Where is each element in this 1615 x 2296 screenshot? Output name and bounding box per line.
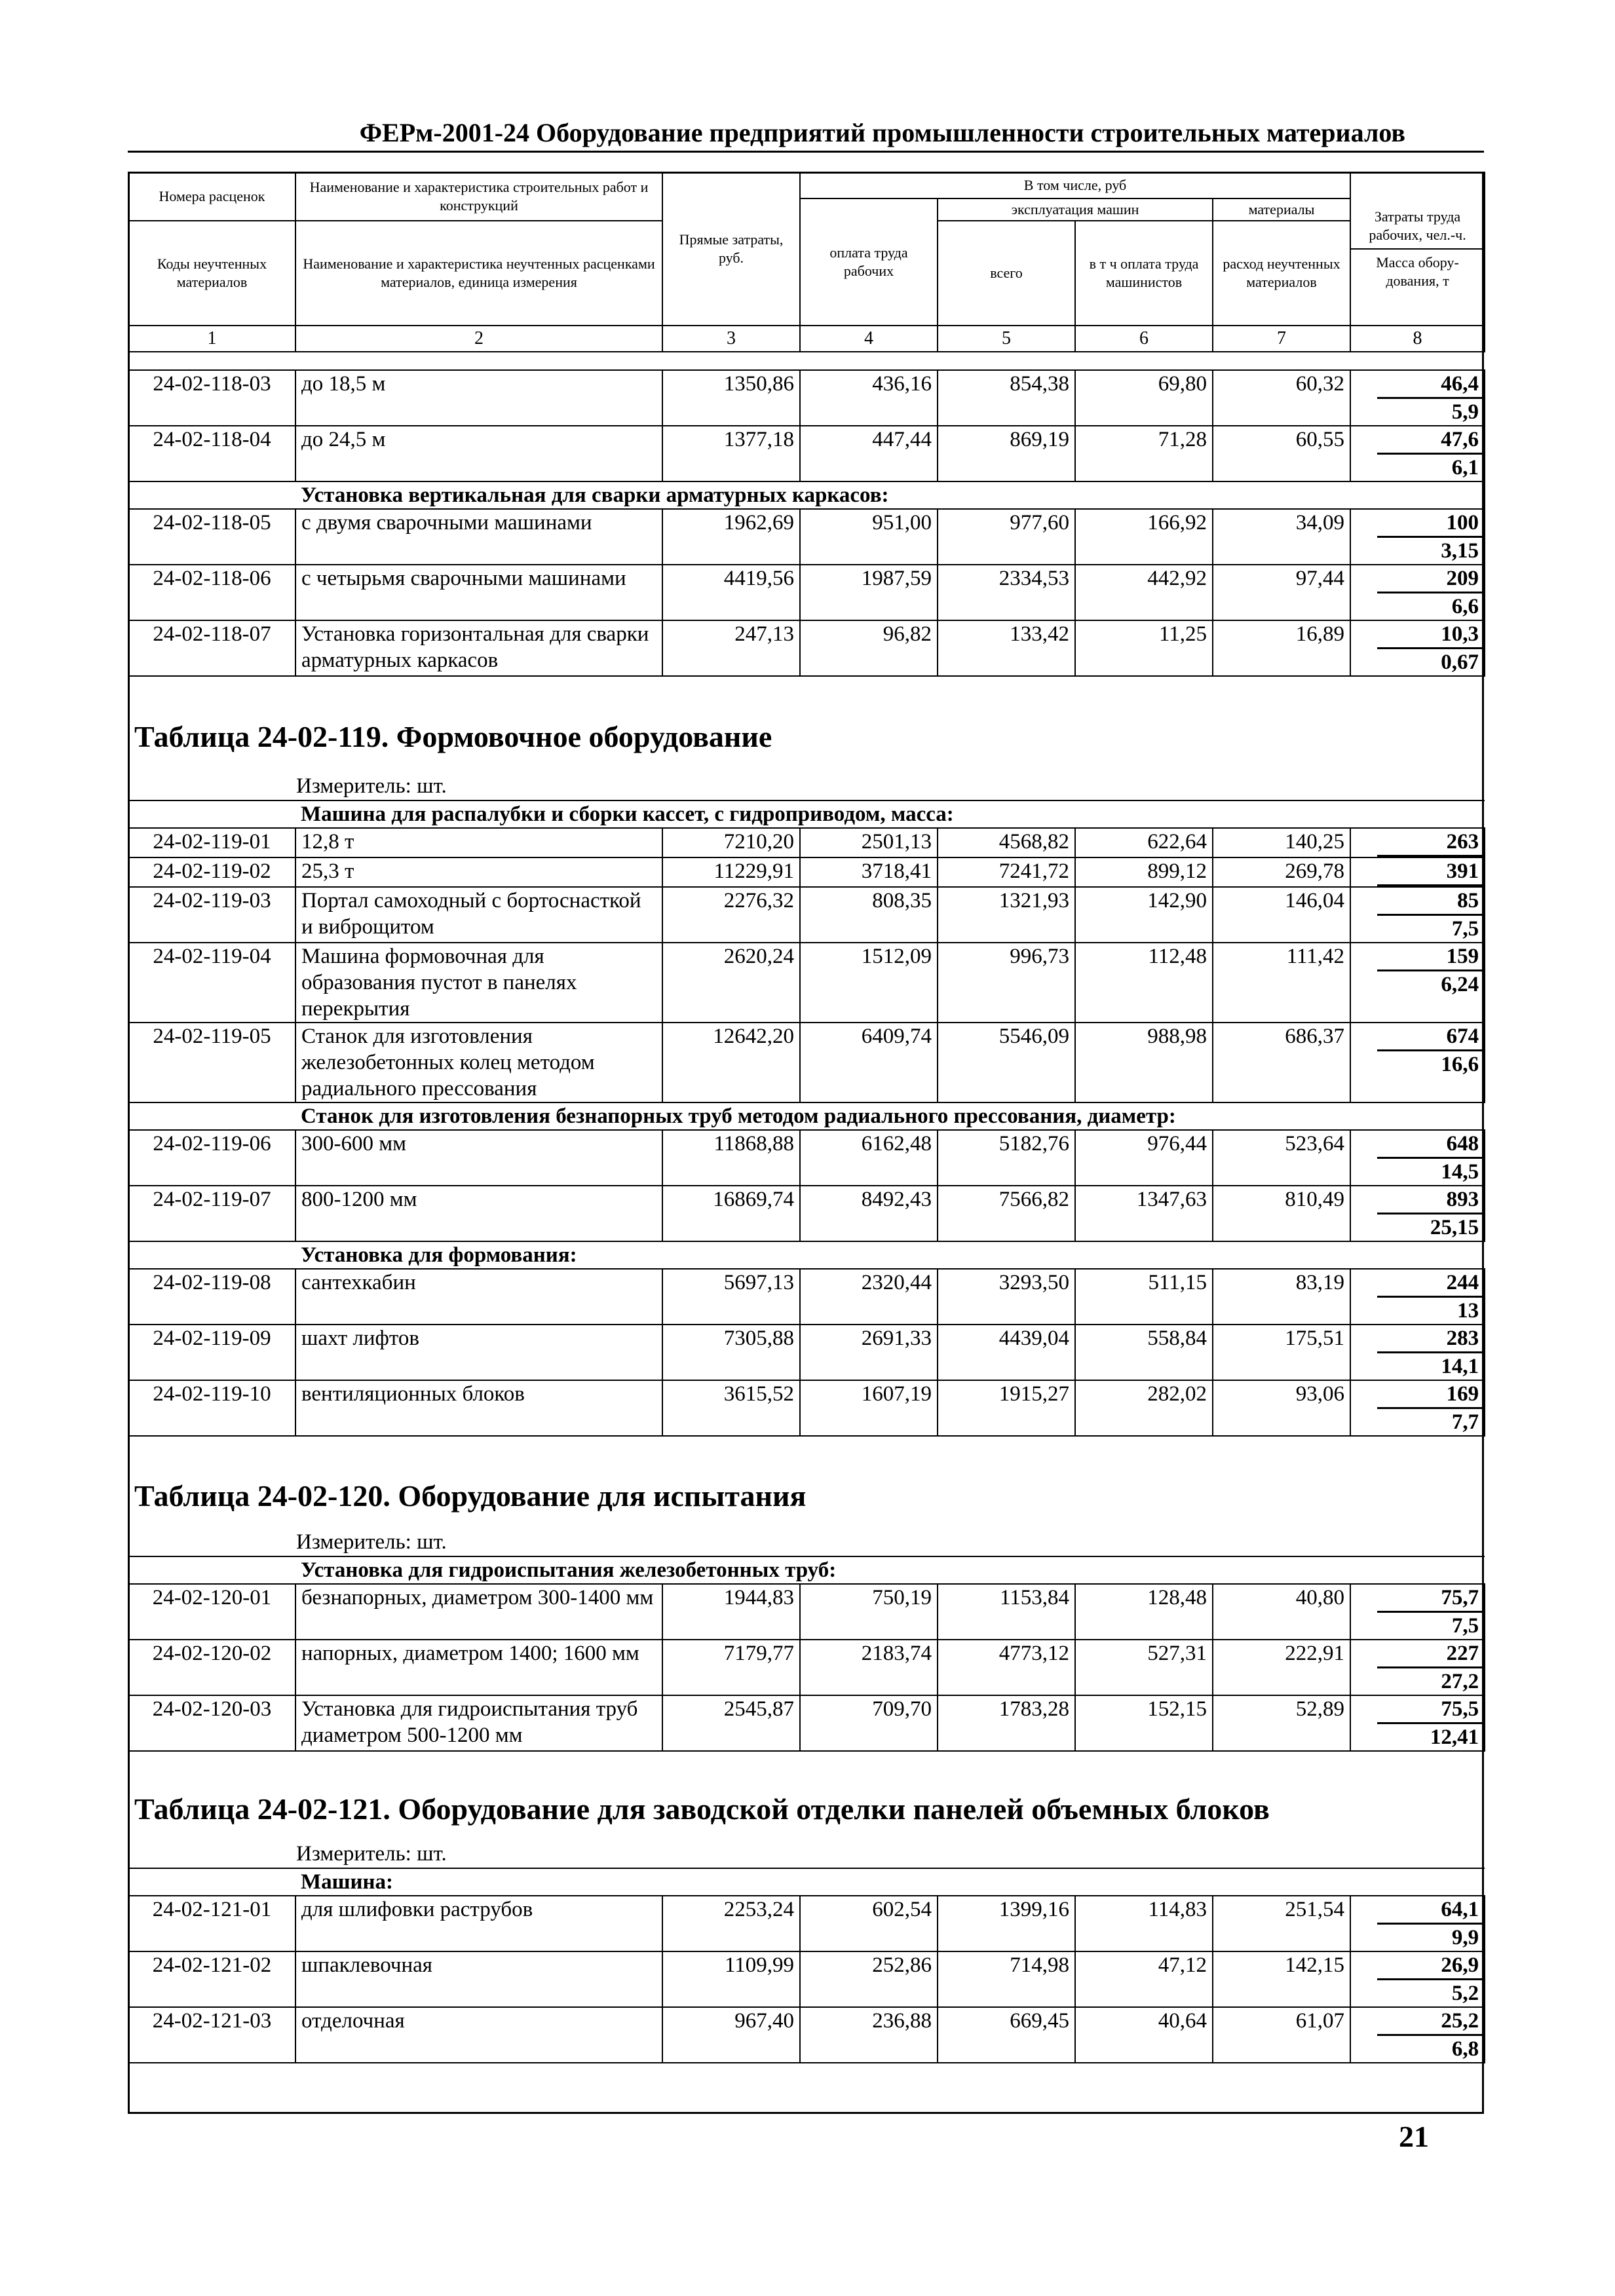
labor-mass-cell [1350,943,1485,1023]
materials-cost: 83,19 [1213,1269,1350,1325]
direct-costs: 247,13 [662,620,800,676]
equipment-mass: 7,5 [1451,1614,1479,1638]
table-row [128,565,1485,620]
rate-code: 24-02-119-07 [128,1186,295,1241]
table-121 [128,1841,1485,2063]
table-row [128,620,1485,676]
col-number: 3 [662,326,800,352]
labor-costs: 10,3 [1377,621,1484,649]
col-number: 4 [800,326,938,352]
direct-costs: 2253,24 [662,1896,800,1951]
direct-costs: 16869,74 [662,1186,800,1241]
header-machine-ops: эксплуатация машин [938,198,1213,221]
labor-wages: 6409,74 [800,1023,938,1102]
header-unaccounted-codes: Коды неучтенных материалов [128,221,295,326]
direct-costs: 7179,77 [662,1640,800,1695]
table-120 [128,1529,1485,1752]
col-number: 8 [1350,326,1485,352]
materials-cost: 93,06 [1213,1380,1350,1436]
operator-wages: 899,12 [1075,857,1213,887]
direct-costs: 12642,20 [662,1023,800,1102]
materials-cost: 146,04 [1213,887,1350,943]
header-including: В том числе, руб [800,172,1350,198]
rate-code: 24-02-118-05 [128,509,295,565]
operator-wages: 1347,63 [1075,1186,1213,1241]
materials-cost: 40,80 [1213,1584,1350,1640]
table-row [128,509,1485,565]
table-row [128,1951,1485,2007]
work-name: с четырьмя сварочными машинами [295,565,662,620]
machine-total: 1321,93 [938,887,1075,943]
materials-cost: 810,49 [1213,1186,1350,1241]
equipment-mass: 7,7 [1451,1410,1479,1434]
equipment-mass: 6,24 [1441,973,1479,996]
materials-cost: 251,54 [1213,1896,1350,1951]
header-labor-mass-cell [1350,172,1485,326]
labor-wages: 1607,19 [800,1380,938,1436]
rate-code: 24-02-120-01 [128,1584,295,1640]
group-label: Установка для гидроиспытания железобетонных труб: [295,1556,1350,1584]
work-name: отделочная [295,2007,662,2063]
machine-total: 4439,04 [938,1325,1075,1380]
labor-wages: 236,88 [800,2007,938,2063]
col-number: 1 [128,326,295,352]
materials-cost: 111,42 [1213,943,1350,1023]
labor-wages: 808,35 [800,887,938,943]
direct-costs: 7210,20 [662,828,800,857]
work-name: сантехкабин [295,1269,662,1325]
operator-wages: 166,92 [1075,509,1213,565]
equipment-mass: 7,5 [1451,917,1479,941]
machine-total: 869,19 [938,426,1075,481]
equipment-mass: 6,1 [1451,456,1479,480]
materials-cost: 269,78 [1213,857,1350,887]
work-name: 300-600 мм [295,1130,662,1186]
labor-mass-cell [1350,1584,1485,1640]
table-row [128,426,1485,481]
materials-cost: 61,07 [1213,2007,1350,2063]
labor-mass-cell [1350,1325,1485,1380]
page-number: 21 [1399,2120,1429,2153]
labor-wages: 1987,59 [800,565,938,620]
equipment-mass: 14,1 [1441,1355,1479,1378]
measure-label: Измеритель: шт. [296,1530,447,1554]
labor-wages: 436,16 [800,370,938,426]
equipment-mass: 12,41 [1430,1725,1479,1749]
direct-costs: 2276,32 [662,887,800,943]
materials-cost: 140,25 [1213,828,1350,857]
materials-cost: 142,15 [1213,1951,1350,2007]
labor-costs: 75,5 [1377,1696,1484,1724]
rate-code: 24-02-119-02 [128,857,295,887]
direct-costs: 2545,87 [662,1695,800,1751]
running-header [128,115,1484,153]
machine-total: 669,45 [938,2007,1075,2063]
operator-wages: 442,92 [1075,565,1213,620]
work-name: для шлифовки раструбов [295,1896,662,1951]
materials-cost: 686,37 [1213,1023,1350,1102]
labor-costs: 209 [1377,565,1484,593]
group-label: Установка для формования: [295,1241,1350,1269]
work-name: 800-1200 мм [295,1186,662,1241]
labor-costs: 391 [1377,858,1484,886]
header-unaccounted-name: Наименование и характеристика неучтенных расценками материалов, единица измерения [295,221,662,326]
measure-label: Измеритель: шт. [296,774,447,798]
operator-wages: 69,80 [1075,370,1213,426]
operator-wages: 112,48 [1075,943,1213,1023]
rate-code: 24-02-121-01 [128,1896,295,1951]
labor-mass-cell [1350,426,1485,481]
rate-code: 24-02-119-03 [128,887,295,943]
direct-costs: 5697,13 [662,1269,800,1325]
labor-wages: 2501,13 [800,828,938,857]
table-119-title: Таблица 24-02-119. Формовочное оборудование [134,720,772,753]
labor-costs: 46,4 [1377,371,1484,399]
header-work-name: Наименование и характеристика строительных работ и конструкций [295,172,662,221]
labor-wages: 2320,44 [800,1269,938,1325]
labor-costs: 263 [1377,829,1484,857]
labor-wages: 252,86 [800,1951,938,2007]
labor-mass-cell [1350,1951,1485,2007]
header-labor-costs: Затраты труда рабочих, чел.-ч. [1351,204,1484,250]
running-title: ФЕРм-2001-24 Оборудование предприятий промышленности строительных материалов [359,118,1405,147]
direct-costs: 2620,24 [662,943,800,1023]
header-unaccounted-consumption: расход неучтенных материалов [1213,221,1350,326]
rate-code: 24-02-119-10 [128,1380,295,1436]
labor-costs: 26,9 [1377,1952,1484,1980]
machine-total: 7241,72 [938,857,1075,887]
materials-cost: 52,89 [1213,1695,1350,1751]
column-header-table [128,172,1485,352]
table-row [128,1130,1485,1186]
table-120-title: Таблица 24-02-120. Оборудование для испытания [134,1479,807,1513]
labor-wages: 1512,09 [800,943,938,1023]
labor-costs: 169 [1377,1381,1484,1409]
labor-wages: 3718,41 [800,857,938,887]
operator-wages: 114,83 [1075,1896,1213,1951]
equipment-mass: 5,2 [1451,1982,1479,2005]
rate-code: 24-02-121-03 [128,2007,295,2063]
equipment-mass: 3,15 [1441,539,1479,563]
direct-costs: 1962,69 [662,509,800,565]
group-label: Машина: [295,1868,1350,1896]
labor-costs: 227 [1377,1640,1484,1668]
machine-total: 996,73 [938,943,1075,1023]
table-row [128,1269,1485,1325]
rate-code: 24-02-119-04 [128,943,295,1023]
col-number: 6 [1075,326,1213,352]
labor-costs: 75,7 [1377,1585,1484,1613]
table-row [128,1023,1485,1102]
labor-costs: 648 [1377,1131,1484,1159]
equipment-mass: 6,8 [1451,2037,1479,2061]
rate-code: 24-02-118-04 [128,426,295,481]
machine-total: 1783,28 [938,1695,1075,1751]
col-number: 2 [295,326,662,352]
rate-code: 24-02-118-06 [128,565,295,620]
direct-costs: 3615,52 [662,1380,800,1436]
materials-cost: 34,09 [1213,509,1350,565]
table-row [128,857,1485,887]
labor-mass-cell [1350,1269,1485,1325]
machine-total: 3293,50 [938,1269,1075,1325]
machine-total: 4773,12 [938,1640,1075,1695]
materials-cost: 222,91 [1213,1640,1350,1695]
equipment-mass: 16,6 [1441,1053,1479,1076]
machine-total: 977,60 [938,509,1075,565]
machine-total: 5546,09 [938,1023,1075,1102]
table-row [128,1380,1485,1436]
labor-costs: 893 [1377,1186,1484,1214]
labor-wages: 951,00 [800,509,938,565]
labor-wages: 6162,48 [800,1130,938,1186]
materials-cost: 523,64 [1213,1130,1350,1186]
labor-mass-cell [1350,370,1485,426]
labor-costs: 64,1 [1377,1896,1484,1925]
work-name: с двумя сварочными машинами [295,509,662,565]
machine-total: 1915,27 [938,1380,1075,1436]
machine-total: 1153,84 [938,1584,1075,1640]
labor-wages: 2183,74 [800,1640,938,1695]
labor-mass-cell [1350,565,1485,620]
rate-code: 24-02-120-02 [128,1640,295,1695]
operator-wages: 558,84 [1075,1325,1213,1380]
labor-wages: 2691,33 [800,1325,938,1380]
direct-costs: 1350,86 [662,370,800,426]
machine-total: 2334,53 [938,565,1075,620]
operator-wages: 282,02 [1075,1380,1213,1436]
machine-total: 4568,82 [938,828,1075,857]
table-119 [128,773,1485,1437]
work-name: 12,8 т [295,828,662,857]
table-row [128,1584,1485,1640]
operator-wages: 622,64 [1075,828,1213,857]
direct-costs: 1944,83 [662,1584,800,1640]
labor-mass-cell [1350,1130,1485,1186]
labor-mass-cell [1350,1023,1485,1102]
equipment-mass: 14,5 [1441,1160,1479,1184]
table-row [128,1640,1485,1695]
labor-mass-cell [1350,857,1485,887]
work-name: Машина формовочная для образования пустот в панелях перекрытия [295,943,662,1023]
group-label: Станок для изготовления безнапорных труб методом радиального прессования, диаметр: [295,1102,1350,1130]
labor-wages: 447,44 [800,426,938,481]
labor-costs: 244 [1377,1270,1484,1298]
table-row [128,943,1485,1023]
labor-costs: 25,2 [1377,2008,1484,2036]
header-direct-costs: Прямые затраты, руб. [662,172,800,326]
rate-code: 24-02-118-03 [128,370,295,426]
work-name: напорных, диаметром 1400; 1600 мм [295,1640,662,1695]
operator-wages: 511,15 [1075,1269,1213,1325]
equipment-mass: 6,6 [1451,595,1479,618]
labor-wages: 602,54 [800,1896,938,1951]
machine-total: 854,38 [938,370,1075,426]
table-row [128,828,1485,857]
labor-costs: 283 [1377,1325,1484,1353]
table-row [128,370,1485,426]
machine-total: 133,42 [938,620,1075,676]
table-row [128,887,1485,943]
labor-wages: 8492,43 [800,1186,938,1241]
direct-costs: 1109,99 [662,1951,800,2007]
equipment-mass: 25,15 [1430,1216,1479,1239]
work-name: вентиляционных блоков [295,1380,662,1436]
operator-wages: 71,28 [1075,426,1213,481]
rate-code: 24-02-121-02 [128,1951,295,2007]
rate-code: 24-02-119-05 [128,1023,295,1102]
machine-total: 5182,76 [938,1130,1075,1186]
labor-costs: 100 [1377,510,1484,538]
machine-total: 714,98 [938,1951,1075,2007]
labor-mass-cell [1350,1896,1485,1951]
work-name: Установка горизонтальная для сварки арматурных каркасов [295,620,662,676]
labor-mass-cell [1350,1695,1485,1751]
labor-costs: 85 [1377,888,1484,916]
materials-cost: 175,51 [1213,1325,1350,1380]
col-number: 5 [938,326,1075,352]
rate-code: 24-02-119-08 [128,1269,295,1325]
equipment-mass: 27,2 [1441,1670,1479,1693]
table-row [128,1695,1485,1751]
machine-total: 7566,82 [938,1186,1075,1241]
equipment-mass: 0,67 [1441,650,1479,674]
work-name: Установка для гидроиспытания труб диаметром 500-1200 мм [295,1695,662,1751]
materials-cost: 97,44 [1213,565,1350,620]
labor-wages: 709,70 [800,1695,938,1751]
table-row [128,1186,1485,1241]
table-121-title: Таблица 24-02-121. Оборудование для заводской отделки панелей объемных блоков [134,1792,1270,1826]
labor-costs: 159 [1377,943,1484,971]
rate-code: 24-02-120-03 [128,1695,295,1751]
labor-mass-cell [1350,828,1485,857]
labor-mass-cell [1350,1380,1485,1436]
header-equipment-mass: Масса обору-дования, т [1376,254,1459,289]
direct-costs: 4419,56 [662,565,800,620]
materials-cost: 60,55 [1213,426,1350,481]
direct-costs: 1377,18 [662,426,800,481]
work-name: шпаклевочная [295,1951,662,2007]
header-materials: материалы [1213,198,1350,221]
labor-mass-cell [1350,1640,1485,1695]
equipment-mass: 9,9 [1451,1926,1479,1949]
materials-cost: 60,32 [1213,370,1350,426]
machine-total: 1399,16 [938,1896,1075,1951]
work-name: Станок для изготовления железобетонных колец методом радиального прессования [295,1023,662,1102]
table-row [128,1325,1485,1380]
operator-wages: 152,15 [1075,1695,1213,1751]
labor-mass-cell [1350,509,1485,565]
group-label: Машина для распалубки и сборки кассет, с гидроприводом, масса: [295,800,1350,828]
work-name: до 24,5 м [295,426,662,481]
labor-mass-cell [1350,1186,1485,1241]
labor-costs: 47,6 [1377,426,1484,455]
operator-wages: 527,31 [1075,1640,1213,1695]
header-rate-number: Номера расценок [128,172,295,221]
group-label: Установка вертикальная для сварки арматурных каркасов: [295,481,1350,509]
work-name: шахт лифтов [295,1325,662,1380]
work-name: 25,3 т [295,857,662,887]
direct-costs: 967,40 [662,2007,800,2063]
table-row [128,1896,1485,1951]
operator-wages: 976,44 [1075,1130,1213,1186]
work-name: Портал самоходный с бортоснасткой и виброщитом [295,887,662,943]
measure-label: Измеритель: шт. [296,1842,447,1866]
labor-costs: 674 [1377,1023,1484,1051]
operator-wages: 11,25 [1075,620,1213,676]
operator-wages: 988,98 [1075,1023,1213,1102]
work-name: до 18,5 м [295,370,662,426]
direct-costs: 11868,88 [662,1130,800,1186]
table-row [128,2007,1485,2063]
materials-cost: 16,89 [1213,620,1350,676]
labor-wages: 96,82 [800,620,938,676]
labor-mass-cell [1350,620,1485,676]
operator-wages: 47,12 [1075,1951,1213,2007]
operator-wages: 128,48 [1075,1584,1213,1640]
header-labor-wages: оплата труда рабочих [800,198,938,326]
direct-costs: 7305,88 [662,1325,800,1380]
work-name: безнапорных, диаметром 300-1400 мм [295,1584,662,1640]
labor-mass-cell [1350,2007,1485,2063]
table-118-body [128,369,1485,677]
direct-costs: 11229,91 [662,857,800,887]
header-incl-operators: в т ч оплата труда машинистов [1075,221,1213,326]
rate-code: 24-02-119-09 [128,1325,295,1380]
equipment-mass: 13 [1457,1299,1479,1323]
header-total: всего [938,221,1075,326]
labor-mass-cell [1350,887,1485,943]
equipment-mass: 5,9 [1451,400,1479,424]
col-number: 7 [1213,326,1350,352]
rate-code: 24-02-119-06 [128,1130,295,1186]
operator-wages: 40,64 [1075,2007,1213,2063]
rate-code: 24-02-118-07 [128,620,295,676]
labor-wages: 750,19 [800,1584,938,1640]
rate-code: 24-02-119-01 [128,828,295,857]
operator-wages: 142,90 [1075,887,1213,943]
